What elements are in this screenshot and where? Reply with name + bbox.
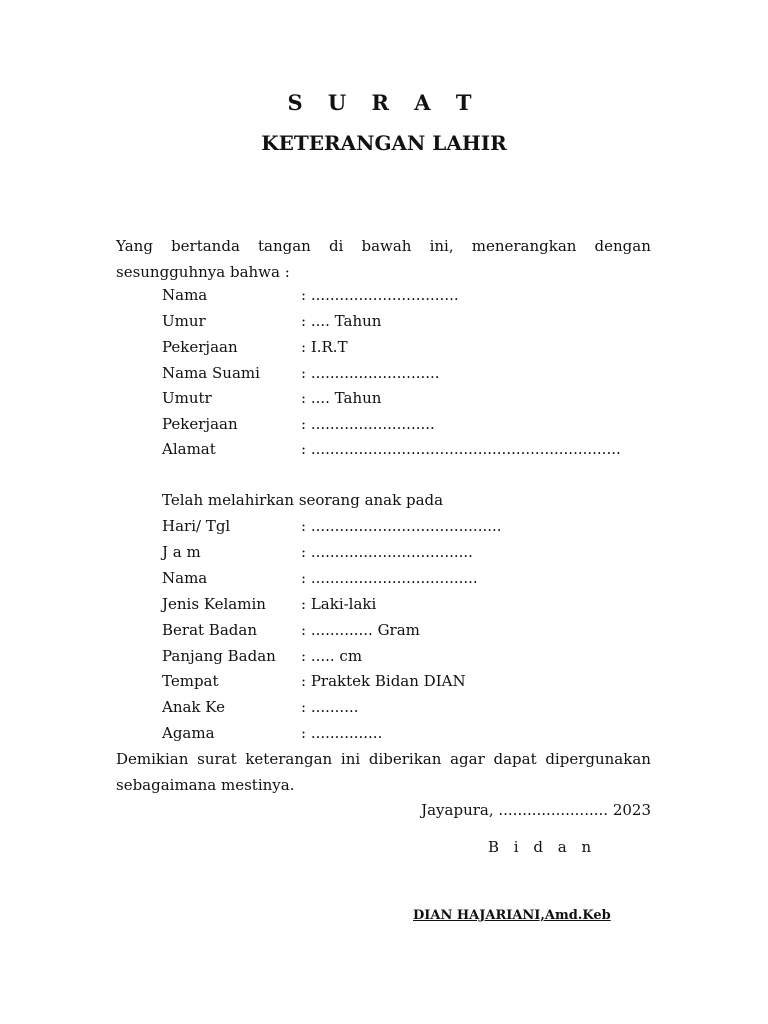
field-label: Nama	[162, 569, 208, 587]
closing-line-1	[116, 746, 651, 772]
field-value: : ..........................	[301, 415, 435, 433]
field-label: J a m	[162, 543, 201, 561]
intro-word: bertanda	[171, 237, 240, 255]
field-label: Agama	[162, 724, 215, 742]
field-value: : ...............	[301, 724, 383, 742]
field-label: Pekerjaan	[162, 415, 238, 433]
intro-line-1	[116, 233, 651, 259]
intro-line-2: sesungguhnya bahwa :	[116, 263, 290, 281]
closing-word: dipergunakan	[545, 750, 651, 768]
field-label: Umur	[162, 312, 206, 330]
field-value: : ...............................	[301, 286, 459, 304]
field-value: : ..........	[301, 698, 359, 716]
intro-word: ini,	[429, 237, 454, 255]
field-value: : ...........................	[301, 364, 440, 382]
field-value: : Laki-laki	[301, 595, 377, 613]
field-value: : I.R.T	[301, 338, 348, 356]
field-value: : .... Tahun	[301, 312, 382, 330]
closing-word: ini	[340, 750, 361, 768]
field-label: Tempat	[162, 672, 219, 690]
field-value: : .................................................................	[301, 440, 621, 458]
field-value: : Praktek Bidan DIAN	[301, 672, 466, 690]
field-value: : ........................................	[301, 517, 502, 535]
field-label: Umutr	[162, 389, 212, 407]
place-date: Jayapura, ....................... 2023	[421, 801, 651, 819]
signer-role: B i d a n	[488, 838, 597, 856]
field-value: : ............. Gram	[301, 621, 420, 639]
field-label: Nama Suami	[162, 364, 260, 382]
field-value: : ..... cm	[301, 647, 363, 665]
closing-word: surat	[197, 750, 237, 768]
field-value: : .... Tahun	[301, 389, 382, 407]
field-label: Pekerjaan	[162, 338, 238, 356]
field-label: Berat Badan	[162, 621, 257, 639]
intro-word: bawah	[361, 237, 412, 255]
field-label: Panjang Badan	[162, 647, 276, 665]
field-value: : ...................................	[301, 569, 478, 587]
field-value: : ..................................	[301, 543, 473, 561]
closing-word: dapat	[493, 750, 537, 768]
intro-word: dengan	[594, 237, 651, 255]
intro-word: Yang	[116, 237, 153, 255]
closing-word: keterangan	[245, 750, 333, 768]
title-surat: S U R A T	[287, 90, 481, 115]
birth-intro-text: Telah melahirkan seorang anak pada	[162, 491, 444, 509]
field-label: Alamat	[162, 440, 216, 458]
intro-word: menerangkan	[471, 237, 577, 255]
intro-word: tangan	[258, 237, 311, 255]
closing-paragraph	[116, 746, 651, 798]
field-label: Anak Ke	[162, 698, 225, 716]
closing-word: diberikan	[368, 750, 442, 768]
intro-word: di	[328, 237, 344, 255]
field-label: Jenis Kelamin	[162, 595, 266, 613]
title-keterangan-lahir: KETERANGAN LAHIR	[261, 131, 507, 155]
closing-word: Demikian	[116, 750, 189, 768]
signer-name: DIAN HAJARIANI,Amd.Keb	[413, 908, 611, 923]
closing-word: agar	[450, 750, 485, 768]
field-label: Hari/ Tgl	[162, 517, 231, 535]
closing-line-2: sebagaimana mestinya.	[116, 776, 295, 794]
field-label: Nama	[162, 286, 208, 304]
intro-paragraph	[116, 233, 651, 285]
